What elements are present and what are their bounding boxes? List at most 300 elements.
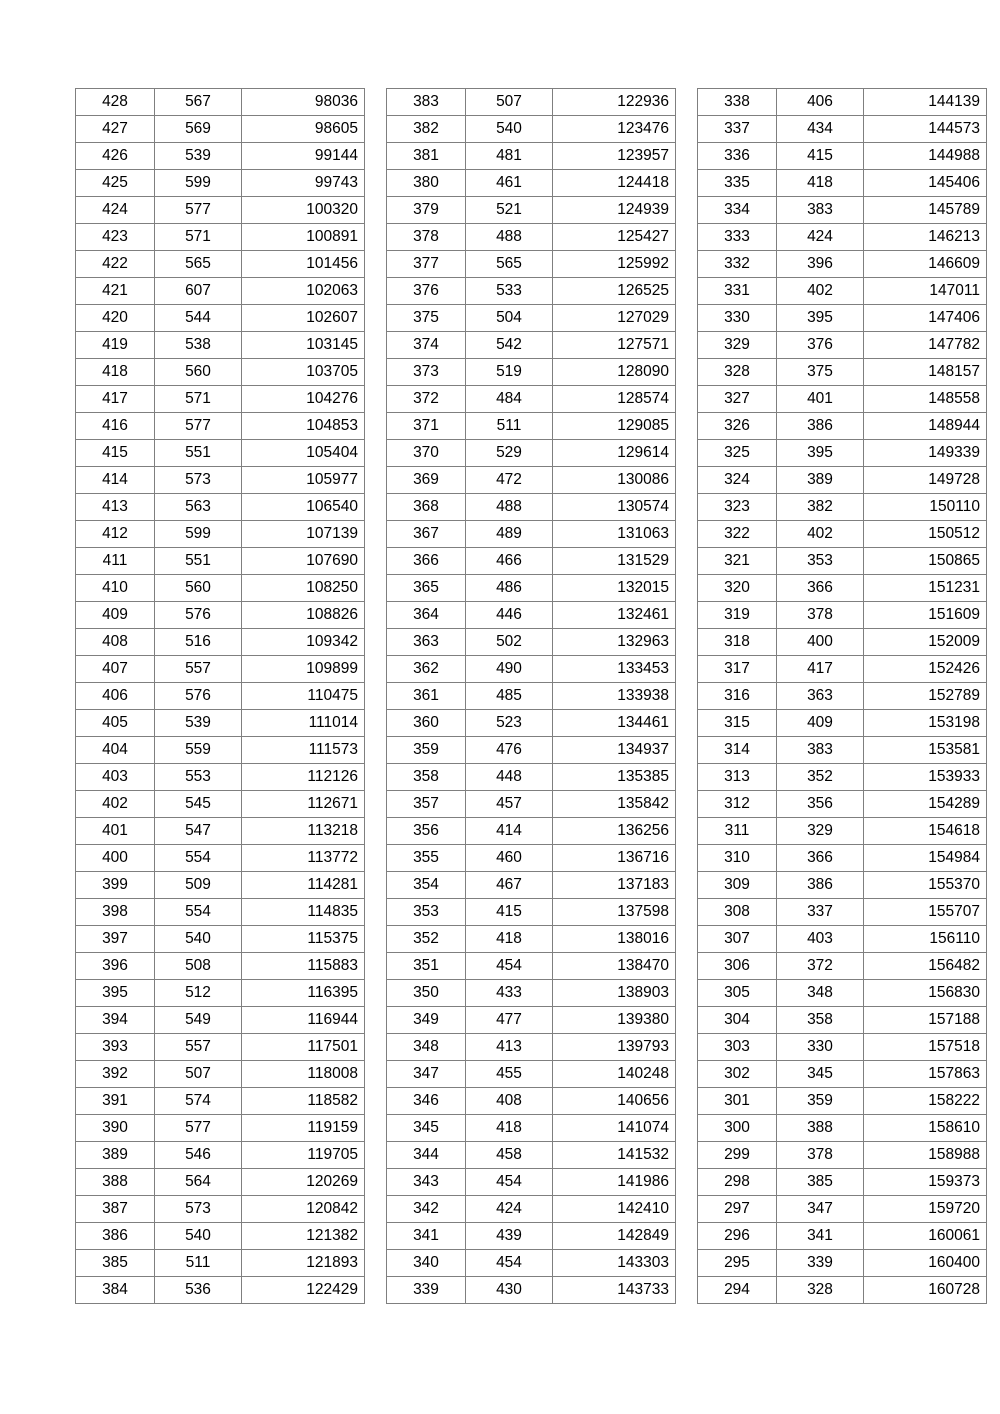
- cell-count: 564: [155, 1169, 242, 1196]
- cell-cumulative: 147011: [864, 278, 987, 305]
- score-distribution-table: [75, 88, 365, 1304]
- cell-count: 454: [466, 953, 553, 980]
- table-row: [387, 791, 676, 818]
- cell-cumulative: 111014: [242, 710, 365, 737]
- cell-score: 362: [387, 656, 466, 683]
- cell-cumulative: 143303: [553, 1250, 676, 1277]
- cell-score: 396: [76, 953, 155, 980]
- cell-score: 348: [387, 1034, 466, 1061]
- table-row: [387, 1277, 676, 1304]
- cell-score: 427: [76, 116, 155, 143]
- cell-score: 414: [76, 467, 155, 494]
- cell-cumulative: 108826: [242, 602, 365, 629]
- cell-score: 405: [76, 710, 155, 737]
- table-row: [387, 575, 676, 602]
- cell-count: 511: [155, 1250, 242, 1277]
- cell-count: 560: [155, 575, 242, 602]
- cell-count: 454: [466, 1250, 553, 1277]
- cell-count: 424: [466, 1196, 553, 1223]
- cell-count: 461: [466, 170, 553, 197]
- table-row: [387, 305, 676, 332]
- cell-count: 557: [155, 1034, 242, 1061]
- cell-cumulative: 154984: [864, 845, 987, 872]
- table-row: [387, 197, 676, 224]
- cell-count: 577: [155, 1115, 242, 1142]
- cell-count: 559: [155, 737, 242, 764]
- cell-score: 365: [387, 575, 466, 602]
- cell-count: 533: [466, 278, 553, 305]
- cell-cumulative: 101456: [242, 251, 365, 278]
- cell-count: 551: [155, 548, 242, 575]
- cell-count: 353: [777, 548, 864, 575]
- cell-count: 546: [155, 1142, 242, 1169]
- cell-cumulative: 132461: [553, 602, 676, 629]
- cell-score: 401: [76, 818, 155, 845]
- cell-cumulative: 143733: [553, 1277, 676, 1304]
- cell-cumulative: 116395: [242, 980, 365, 1007]
- table-row: [698, 926, 987, 953]
- cell-cumulative: 158222: [864, 1088, 987, 1115]
- cell-score: 407: [76, 656, 155, 683]
- cell-count: 345: [777, 1061, 864, 1088]
- table-row: [698, 89, 987, 116]
- table-row: [387, 1088, 676, 1115]
- cell-score: 377: [387, 251, 466, 278]
- cell-count: 539: [155, 143, 242, 170]
- table-row: [698, 710, 987, 737]
- table-row: [387, 467, 676, 494]
- table-row: [698, 116, 987, 143]
- table-row: [387, 1034, 676, 1061]
- cell-cumulative: 121382: [242, 1223, 365, 1250]
- table-row: [698, 278, 987, 305]
- cell-cumulative: 132015: [553, 575, 676, 602]
- cell-count: 569: [155, 116, 242, 143]
- cell-score: 375: [387, 305, 466, 332]
- cell-count: 481: [466, 143, 553, 170]
- cell-score: 296: [698, 1223, 777, 1250]
- cell-score: 413: [76, 494, 155, 521]
- cell-count: 348: [777, 980, 864, 1007]
- cell-count: 507: [155, 1061, 242, 1088]
- table-row: [698, 683, 987, 710]
- table-row: [387, 980, 676, 1007]
- table-row: [698, 197, 987, 224]
- cell-score: 310: [698, 845, 777, 872]
- cell-score: 363: [387, 629, 466, 656]
- cell-cumulative: 158988: [864, 1142, 987, 1169]
- table-row: [387, 494, 676, 521]
- score-distribution-table: [386, 88, 676, 1304]
- cell-cumulative: 134937: [553, 737, 676, 764]
- cell-cumulative: 159373: [864, 1169, 987, 1196]
- table-row: [76, 197, 365, 224]
- table-row: [698, 1061, 987, 1088]
- table-row: [387, 143, 676, 170]
- cell-count: 571: [155, 224, 242, 251]
- cell-score: 387: [76, 1196, 155, 1223]
- table-row: [76, 1277, 365, 1304]
- cell-cumulative: 140656: [553, 1088, 676, 1115]
- cell-count: 472: [466, 467, 553, 494]
- cell-count: 544: [155, 305, 242, 332]
- table-row: [76, 440, 365, 467]
- table-row: [387, 1115, 676, 1142]
- cell-count: 489: [466, 521, 553, 548]
- cell-count: 599: [155, 170, 242, 197]
- cell-score: 319: [698, 602, 777, 629]
- table-row: [698, 548, 987, 575]
- cell-count: 567: [155, 89, 242, 116]
- cell-cumulative: 103705: [242, 359, 365, 386]
- cell-count: 383: [777, 197, 864, 224]
- cell-cumulative: 156110: [864, 926, 987, 953]
- cell-count: 359: [777, 1088, 864, 1115]
- table-row: [387, 1169, 676, 1196]
- cell-score: 411: [76, 548, 155, 575]
- cell-score: 314: [698, 737, 777, 764]
- cell-count: 551: [155, 440, 242, 467]
- cell-count: 375: [777, 359, 864, 386]
- cell-score: 312: [698, 791, 777, 818]
- cell-cumulative: 154618: [864, 818, 987, 845]
- table-row: [76, 278, 365, 305]
- table-row: [387, 845, 676, 872]
- cell-score: 306: [698, 953, 777, 980]
- table-row: [387, 899, 676, 926]
- cell-count: 557: [155, 656, 242, 683]
- cell-score: 404: [76, 737, 155, 764]
- cell-score: 359: [387, 737, 466, 764]
- cell-score: 376: [387, 278, 466, 305]
- table-row: [387, 737, 676, 764]
- cell-cumulative: 122936: [553, 89, 676, 116]
- table-row: [76, 548, 365, 575]
- table-row: [698, 872, 987, 899]
- table-row: [698, 224, 987, 251]
- cell-cumulative: 136716: [553, 845, 676, 872]
- cell-cumulative: 111573: [242, 737, 365, 764]
- cell-cumulative: 108250: [242, 575, 365, 602]
- cell-count: 565: [466, 251, 553, 278]
- table-row: [698, 521, 987, 548]
- cell-score: 408: [76, 629, 155, 656]
- cell-count: 523: [466, 710, 553, 737]
- cell-score: 317: [698, 656, 777, 683]
- table-row: [387, 251, 676, 278]
- cell-cumulative: 129085: [553, 413, 676, 440]
- cell-count: 439: [466, 1223, 553, 1250]
- cell-cumulative: 147406: [864, 305, 987, 332]
- cell-score: 364: [387, 602, 466, 629]
- cell-score: 295: [698, 1250, 777, 1277]
- cell-score: 383: [387, 89, 466, 116]
- cell-score: 335: [698, 170, 777, 197]
- cell-cumulative: 131529: [553, 548, 676, 575]
- cell-score: 352: [387, 926, 466, 953]
- table-row: [76, 1088, 365, 1115]
- cell-count: 382: [777, 494, 864, 521]
- cell-count: 599: [155, 521, 242, 548]
- cell-cumulative: 120269: [242, 1169, 365, 1196]
- table-row: [76, 332, 365, 359]
- cell-cumulative: 116944: [242, 1007, 365, 1034]
- table-row: [387, 89, 676, 116]
- cell-score: 373: [387, 359, 466, 386]
- cell-score: 399: [76, 872, 155, 899]
- cell-count: 536: [155, 1277, 242, 1304]
- table-row: [76, 710, 365, 737]
- cell-cumulative: 141074: [553, 1115, 676, 1142]
- cell-cumulative: 118582: [242, 1088, 365, 1115]
- cell-count: 356: [777, 791, 864, 818]
- table-row: [698, 1250, 987, 1277]
- cell-score: 354: [387, 872, 466, 899]
- table-row: [698, 305, 987, 332]
- cell-count: 408: [466, 1088, 553, 1115]
- cell-cumulative: 115375: [242, 926, 365, 953]
- table-row: [76, 413, 365, 440]
- cell-score: 351: [387, 953, 466, 980]
- table-row: [698, 818, 987, 845]
- table-row: [698, 359, 987, 386]
- cell-cumulative: 109342: [242, 629, 365, 656]
- table-row: [76, 305, 365, 332]
- cell-score: 313: [698, 764, 777, 791]
- table-row: [387, 1196, 676, 1223]
- cell-cumulative: 107139: [242, 521, 365, 548]
- cell-score: 417: [76, 386, 155, 413]
- cell-count: 352: [777, 764, 864, 791]
- cell-score: 415: [76, 440, 155, 467]
- cell-count: 341: [777, 1223, 864, 1250]
- cell-count: 339: [777, 1250, 864, 1277]
- cell-cumulative: 104276: [242, 386, 365, 413]
- cell-score: 371: [387, 413, 466, 440]
- cell-cumulative: 113772: [242, 845, 365, 872]
- cell-score: 358: [387, 764, 466, 791]
- cell-count: 488: [466, 224, 553, 251]
- cell-cumulative: 98036: [242, 89, 365, 116]
- cell-count: 577: [155, 413, 242, 440]
- cell-count: 547: [155, 818, 242, 845]
- cell-score: 302: [698, 1061, 777, 1088]
- cell-count: 396: [777, 251, 864, 278]
- cell-count: 386: [777, 872, 864, 899]
- cell-score: 356: [387, 818, 466, 845]
- cell-cumulative: 156482: [864, 953, 987, 980]
- cell-score: 350: [387, 980, 466, 1007]
- table-row: [387, 1061, 676, 1088]
- cell-cumulative: 104853: [242, 413, 365, 440]
- cell-count: 516: [155, 629, 242, 656]
- cell-cumulative: 159720: [864, 1196, 987, 1223]
- cell-cumulative: 137598: [553, 899, 676, 926]
- cell-score: 349: [387, 1007, 466, 1034]
- cell-score: 339: [387, 1277, 466, 1304]
- cell-cumulative: 155707: [864, 899, 987, 926]
- table-row: [76, 575, 365, 602]
- cell-score: 333: [698, 224, 777, 251]
- cell-score: 311: [698, 818, 777, 845]
- table-row: [76, 116, 365, 143]
- cell-count: 607: [155, 278, 242, 305]
- table-row: [698, 1088, 987, 1115]
- cell-count: 508: [155, 953, 242, 980]
- cell-cumulative: 123476: [553, 116, 676, 143]
- cell-score: 325: [698, 440, 777, 467]
- cell-score: 391: [76, 1088, 155, 1115]
- cell-count: 477: [466, 1007, 553, 1034]
- cell-cumulative: 132963: [553, 629, 676, 656]
- table-row: [387, 332, 676, 359]
- cell-score: 379: [387, 197, 466, 224]
- cell-cumulative: 139793: [553, 1034, 676, 1061]
- cell-count: 577: [155, 197, 242, 224]
- cell-cumulative: 129614: [553, 440, 676, 467]
- cell-score: 361: [387, 683, 466, 710]
- cell-score: 385: [76, 1250, 155, 1277]
- cell-score: 318: [698, 629, 777, 656]
- cell-cumulative: 152426: [864, 656, 987, 683]
- cell-count: 576: [155, 602, 242, 629]
- cell-count: 385: [777, 1169, 864, 1196]
- table-row: [76, 791, 365, 818]
- table-row: [387, 1250, 676, 1277]
- cell-score: 316: [698, 683, 777, 710]
- cell-cumulative: 117501: [242, 1034, 365, 1061]
- cell-count: 415: [777, 143, 864, 170]
- cell-cumulative: 150110: [864, 494, 987, 521]
- cell-score: 398: [76, 899, 155, 926]
- cell-score: 298: [698, 1169, 777, 1196]
- cell-score: 334: [698, 197, 777, 224]
- cell-score: 380: [387, 170, 466, 197]
- cell-score: 321: [698, 548, 777, 575]
- cell-count: 484: [466, 386, 553, 413]
- table-row: [76, 1250, 365, 1277]
- cell-count: 507: [466, 89, 553, 116]
- table-row: [76, 494, 365, 521]
- cell-score: 329: [698, 332, 777, 359]
- cell-score: 322: [698, 521, 777, 548]
- table-block-container: [75, 88, 980, 1304]
- cell-cumulative: 127571: [553, 332, 676, 359]
- table-row: [76, 980, 365, 1007]
- table-row: [387, 710, 676, 737]
- cell-score: 426: [76, 143, 155, 170]
- table-row: [387, 1223, 676, 1250]
- cell-cumulative: 130086: [553, 467, 676, 494]
- cell-cumulative: 146609: [864, 251, 987, 278]
- cell-score: 428: [76, 89, 155, 116]
- cell-cumulative: 125427: [553, 224, 676, 251]
- cell-score: 386: [76, 1223, 155, 1250]
- cell-count: 573: [155, 467, 242, 494]
- cell-score: 422: [76, 251, 155, 278]
- cell-score: 416: [76, 413, 155, 440]
- cell-score: 406: [76, 683, 155, 710]
- cell-cumulative: 130574: [553, 494, 676, 521]
- cell-count: 490: [466, 656, 553, 683]
- table-row: [387, 629, 676, 656]
- cell-cumulative: 152789: [864, 683, 987, 710]
- table-row: [76, 629, 365, 656]
- cell-cumulative: 142410: [553, 1196, 676, 1223]
- cell-cumulative: 144988: [864, 143, 987, 170]
- cell-score: 301: [698, 1088, 777, 1115]
- table-row: [387, 926, 676, 953]
- cell-score: 324: [698, 467, 777, 494]
- cell-score: 390: [76, 1115, 155, 1142]
- cell-score: 332: [698, 251, 777, 278]
- cell-score: 409: [76, 602, 155, 629]
- cell-count: 565: [155, 251, 242, 278]
- cell-cumulative: 138016: [553, 926, 676, 953]
- cell-count: 540: [466, 116, 553, 143]
- cell-score: 342: [387, 1196, 466, 1223]
- cell-count: 383: [777, 737, 864, 764]
- table-row: [698, 1007, 987, 1034]
- cell-count: 549: [155, 1007, 242, 1034]
- cell-cumulative: 133453: [553, 656, 676, 683]
- table-row: [387, 548, 676, 575]
- table-row: [698, 1115, 987, 1142]
- cell-count: 413: [466, 1034, 553, 1061]
- table-row: [698, 413, 987, 440]
- cell-count: 539: [155, 710, 242, 737]
- cell-cumulative: 150865: [864, 548, 987, 575]
- cell-cumulative: 124418: [553, 170, 676, 197]
- table-row: [76, 926, 365, 953]
- cell-cumulative: 144139: [864, 89, 987, 116]
- cell-score: 323: [698, 494, 777, 521]
- cell-cumulative: 110475: [242, 683, 365, 710]
- cell-count: 446: [466, 602, 553, 629]
- table-row: [76, 1034, 365, 1061]
- cell-cumulative: 144573: [864, 116, 987, 143]
- cell-cumulative: 148558: [864, 386, 987, 413]
- table-row: [387, 386, 676, 413]
- cell-count: 418: [466, 1115, 553, 1142]
- cell-cumulative: 147782: [864, 332, 987, 359]
- block-left: [75, 88, 358, 1304]
- table-row: [698, 386, 987, 413]
- table-row: [387, 683, 676, 710]
- table-row: [76, 359, 365, 386]
- table-row: [387, 413, 676, 440]
- cell-cumulative: 109899: [242, 656, 365, 683]
- cell-count: 448: [466, 764, 553, 791]
- table-row: [76, 170, 365, 197]
- cell-cumulative: 148944: [864, 413, 987, 440]
- table-row: [698, 467, 987, 494]
- table-row: [76, 602, 365, 629]
- cell-score: 343: [387, 1169, 466, 1196]
- cell-score: 392: [76, 1061, 155, 1088]
- cell-score: 372: [387, 386, 466, 413]
- cell-score: 294: [698, 1277, 777, 1304]
- cell-count: 378: [777, 602, 864, 629]
- table-row: [387, 1007, 676, 1034]
- cell-cumulative: 103145: [242, 332, 365, 359]
- table-row: [76, 1196, 365, 1223]
- cell-count: 337: [777, 899, 864, 926]
- table-row: [698, 251, 987, 278]
- table-row: [387, 764, 676, 791]
- cell-cumulative: 100891: [242, 224, 365, 251]
- cell-count: 400: [777, 629, 864, 656]
